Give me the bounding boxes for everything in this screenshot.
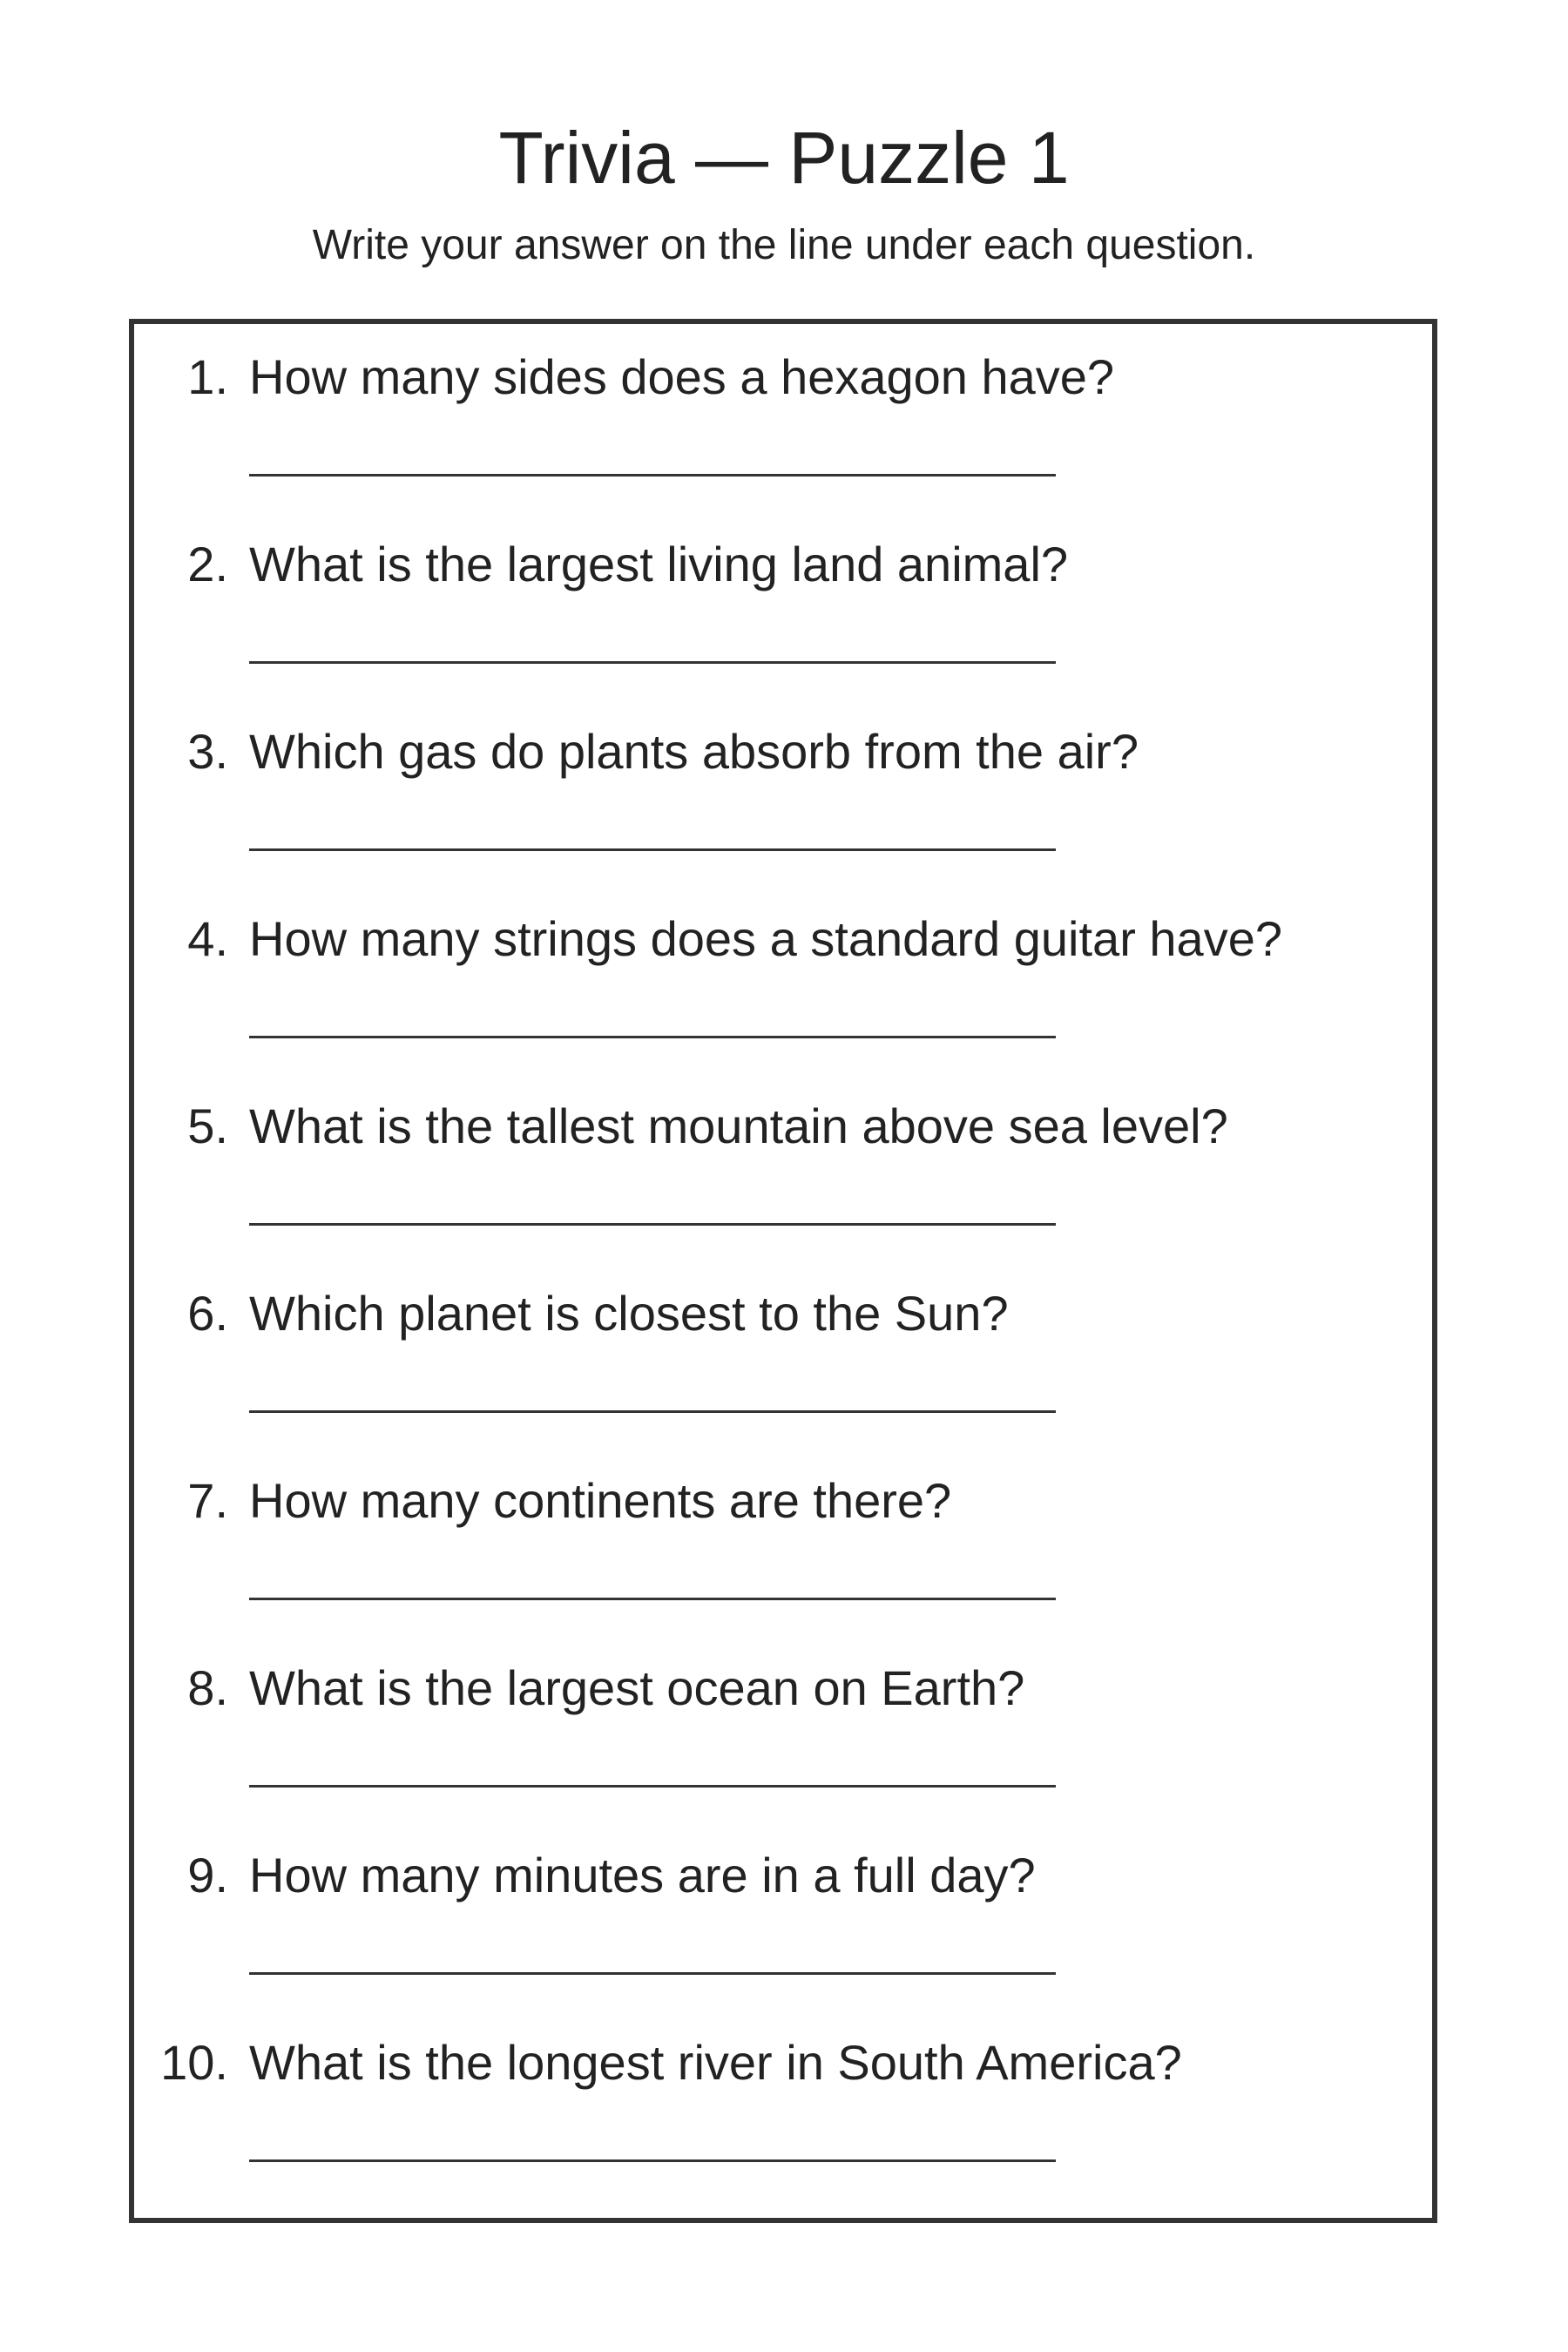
question-item — [0, 2032, 1568, 2220]
question-number: 10. — [160, 2035, 228, 2090]
question-number: 5. — [187, 1098, 228, 1153]
question-text: What is the tallest mountain above sea level? — [249, 1098, 1228, 1153]
question-text: How many continents are there? — [249, 1473, 952, 1528]
question-item — [0, 1470, 1568, 1658]
question-item — [0, 1845, 1568, 2032]
question-text: How many sides does a hexagon have? — [249, 349, 1115, 404]
question-number: 8. — [187, 1660, 228, 1715]
answer-line[interactable] — [249, 1410, 1056, 1413]
question-item — [0, 534, 1568, 721]
question-item — [0, 721, 1568, 909]
question-item — [0, 909, 1568, 1096]
question-number: 7. — [187, 1473, 228, 1528]
question-text: How many minutes are in a full day? — [249, 1848, 1036, 1903]
question-text: Which planet is closest to the Sun? — [249, 1286, 1009, 1341]
question-number: 6. — [187, 1286, 228, 1341]
question-item — [0, 1658, 1568, 1845]
page-title: Trivia — Puzzle 1 — [498, 117, 1070, 199]
answer-line[interactable] — [249, 1972, 1056, 1975]
question-number: 4. — [187, 911, 228, 966]
question-text: What is the longest river in South America? — [249, 2035, 1182, 2090]
question-number: 3. — [187, 724, 228, 779]
answer-line[interactable] — [249, 1598, 1056, 1600]
answer-line[interactable] — [249, 848, 1056, 851]
question-number: 1. — [187, 349, 228, 404]
answer-line[interactable] — [249, 474, 1056, 476]
instructions: Write your answer on the line under each question. — [312, 222, 1256, 268]
question-text: Which gas do plants absorb from the air? — [249, 724, 1139, 779]
answer-line[interactable] — [249, 661, 1056, 664]
answer-line[interactable] — [249, 2159, 1056, 2162]
question-text: What is the largest ocean on Earth? — [249, 1660, 1025, 1715]
question-text: What is the largest living land animal? — [249, 537, 1069, 591]
question-number: 9. — [187, 1848, 228, 1903]
question-item — [0, 1096, 1568, 1283]
question-item — [0, 347, 1568, 534]
answer-line[interactable] — [249, 1785, 1056, 1788]
answer-line[interactable] — [249, 1036, 1056, 1038]
question-item — [0, 1283, 1568, 1470]
question-text: How many strings does a standard guitar have? — [249, 911, 1282, 966]
answer-line[interactable] — [249, 1223, 1056, 1226]
question-number: 2. — [187, 537, 228, 591]
